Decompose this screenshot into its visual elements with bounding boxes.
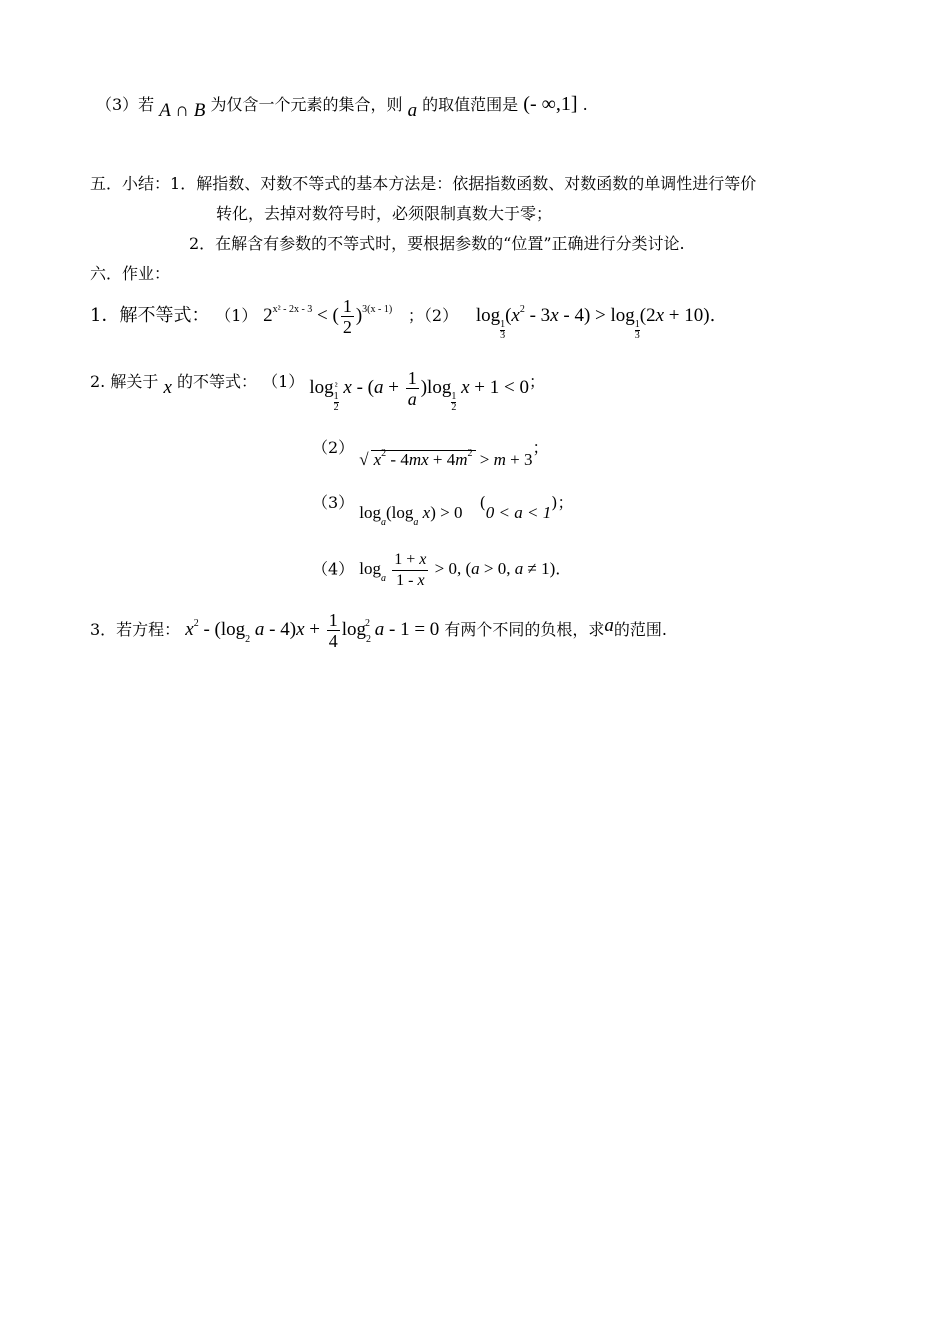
- summary-label: 五．小结：: [90, 174, 171, 193]
- q2-cond: 0 < a < 1: [485, 503, 552, 522]
- hw-question-2-1: [90, 362, 545, 414]
- q2-expr3: $\log_a(\log_a$ x) > 0: [359, 503, 463, 528]
- q2-semi-3: ；: [557, 493, 574, 512]
- hw-question-1: [90, 296, 715, 341]
- hw-question-3: [90, 610, 667, 651]
- q1-part1: （1）: [215, 305, 258, 325]
- q2-p3: （3）: [312, 493, 355, 512]
- q1-label: 1．解不等式：: [90, 304, 210, 326]
- summary-point-1: 1．解指数、对数不等式的基本方法是：依据指数函数、对数函数的单调性进行等价: [170, 174, 757, 193]
- summary-line-3: [189, 236, 685, 252]
- q2-cond-close: ): [551, 493, 558, 512]
- hw-question-2-2: [312, 438, 549, 469]
- q2-label: 2. 解关于: [90, 371, 159, 391]
- q2-p4: （4）: [312, 559, 355, 579]
- q1-expr2: $\log\frac{1}{3}$ $(x^2 - 3x - 4) > \log\frac{1}{3}$ (2x + 10): [475, 303, 710, 342]
- hw-question-2-3: [312, 493, 574, 528]
- q2-label2: 的不等式：: [176, 371, 257, 391]
- homework-label: 六．作业：: [90, 264, 171, 283]
- summary-line-2: [216, 206, 552, 222]
- q2-semi-2: ；: [532, 438, 549, 457]
- hw-question-2-4: [312, 550, 560, 591]
- q3-equation: $x^2 - (\log_2$ a - 4)x + $\frac{1}{4}$ $\log_2^2 a - 1 = 0$: [185, 610, 440, 651]
- q2-expr2: √ $x^2 - 4mx + 4m^2 > m + 3$: [359, 448, 533, 469]
- q1-end: .: [709, 304, 716, 326]
- q3-mid: 有两个不同的负根，求: [444, 619, 605, 639]
- summary-point-2: 2．在解含有参数的不等式时，要根据参数的“位置”正确进行分类讨论.: [189, 234, 685, 253]
- range-value: (- ∞,1]: [523, 93, 578, 115]
- q3-end: 的范围.: [613, 619, 667, 639]
- q2-semi-1: ；: [528, 371, 545, 391]
- q3-variable-a: a: [604, 614, 614, 636]
- item3-mid2: 的取值范围是: [422, 95, 519, 114]
- summary-line-1: [90, 176, 756, 192]
- q2-end: .: [555, 559, 561, 579]
- variable-x: x: [163, 376, 172, 398]
- variable-a: a: [407, 100, 418, 121]
- q2-expr4: $\log_a$ $\frac{1 + x}{1 - x}$ > 0, (a > 0, a ≠ 1): [359, 551, 556, 589]
- set-intersection: A ∩ B: [159, 100, 206, 121]
- summary-point-1-cont: 转化，去掉对数符号时，必须限制真数大于零；: [216, 204, 553, 223]
- q2-p2: （2）: [312, 438, 355, 457]
- item3-mid: 为仅含一个元素的集合，则: [210, 95, 403, 114]
- q2-expr1: log² $\frac{1}{2}$ x - (a + $\frac{1}{a}$ )$\log\frac{1}{2}$ x + 1 < 0: [309, 368, 529, 414]
- item3-prefix: （3）若: [96, 95, 155, 114]
- item3-line: [96, 93, 588, 121]
- q1-expr1: $2^{x^2 - 2x - 3}$ < ( $\frac{1}{2}$ )$^{3(x - 1)}$: [263, 296, 393, 337]
- item3-end: .: [582, 95, 588, 114]
- q2-cond-open: (: [479, 493, 486, 512]
- q3-label: 3．若方程：: [90, 619, 181, 639]
- q1-part2: ；（2）: [407, 305, 459, 325]
- q2-p1: （1）: [262, 371, 305, 391]
